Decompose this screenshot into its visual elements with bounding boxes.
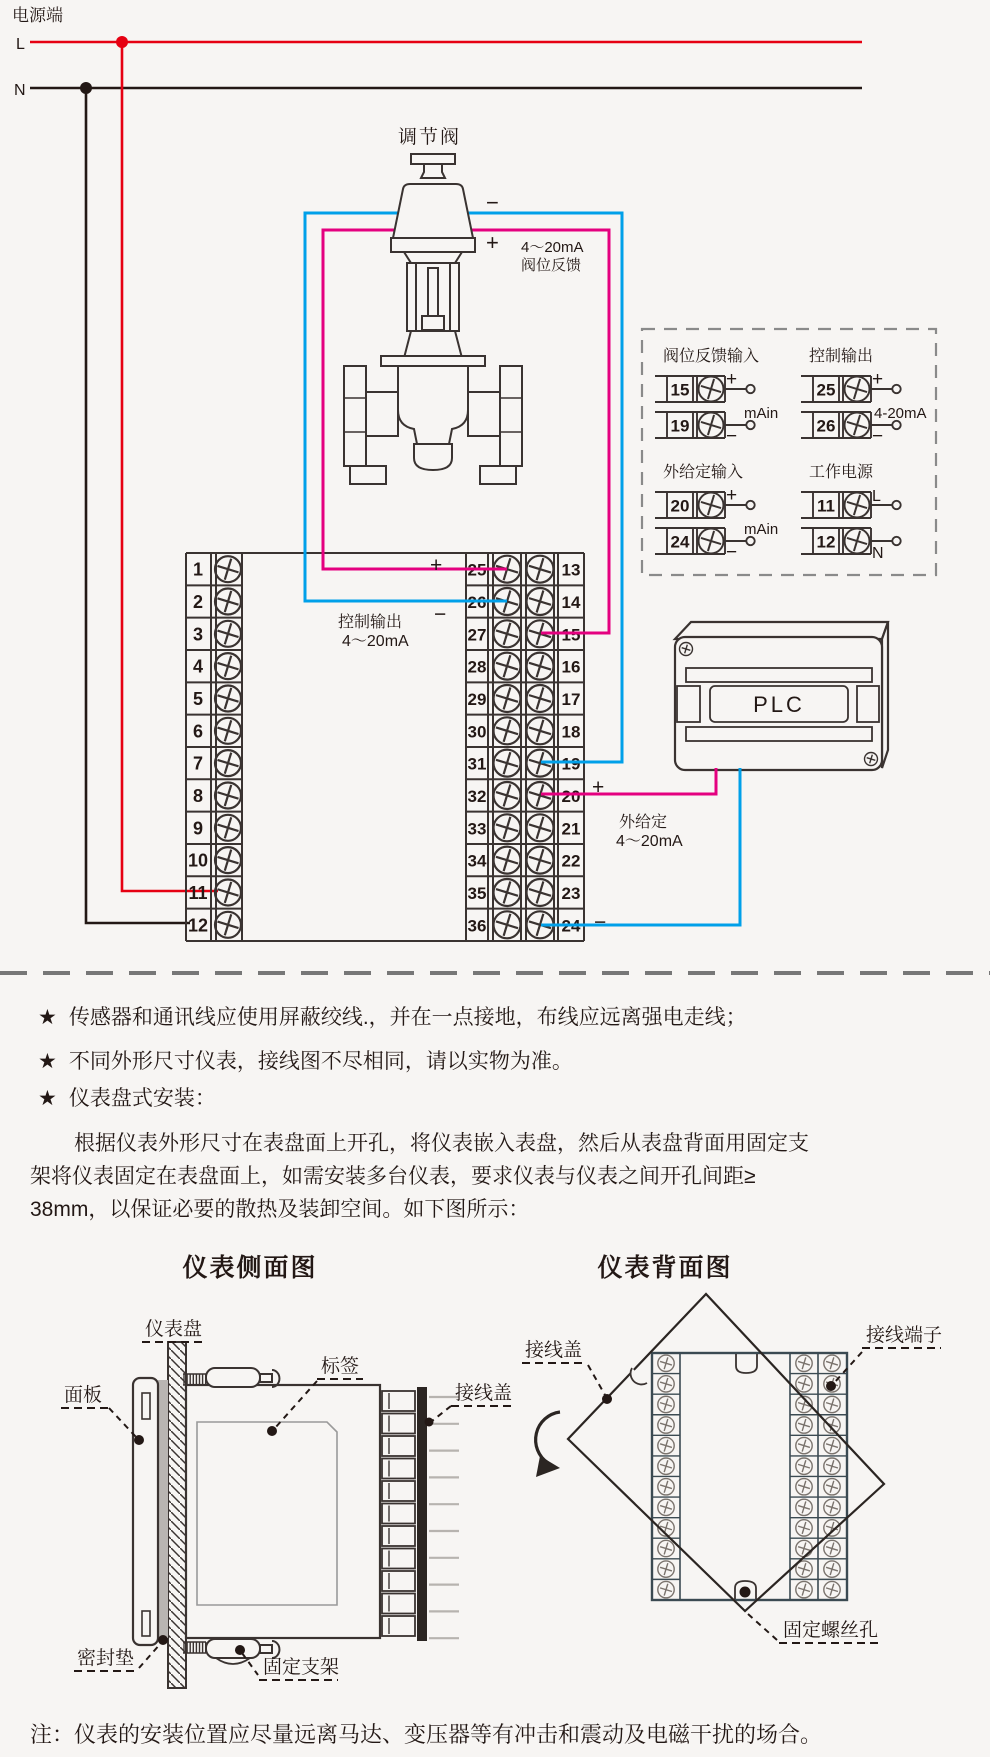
back-cover-label: 接线盖: [525, 1340, 583, 1361]
terminal-number-right: 22: [561, 851, 581, 871]
terminal-number-mid: 32: [467, 786, 487, 806]
valve-body: [398, 366, 468, 444]
feedback-name-label: 阀位反馈: [521, 257, 582, 274]
terminal-number-right: 14: [561, 592, 581, 612]
gasket-strip: [158, 1380, 168, 1638]
info-unit-label: 4-20mA: [874, 405, 927, 422]
wire-end-circle: [746, 385, 754, 393]
terminal-number-right: 24: [561, 916, 581, 936]
note-line-1: [38, 1001, 747, 1031]
power-terminal-label: 电源端: [12, 6, 63, 25]
info-terminal-number: 12: [816, 532, 836, 552]
control-output-range: 4～20mA: [342, 633, 409, 650]
info-terminal-number: 24: [670, 532, 690, 552]
terminal-number-right: 23: [561, 883, 581, 903]
info-group-title: 工作电源: [809, 464, 874, 481]
wire-end-circle: [892, 537, 900, 545]
wire-control-output-minus-feedback: [305, 213, 622, 762]
info-terminal-number: 20: [670, 496, 690, 516]
panel-board-label: 仪表盘: [145, 1319, 203, 1340]
terminal-number-right: 20: [561, 786, 581, 806]
instrument-body: [186, 1385, 380, 1638]
note-line-2: [38, 1045, 573, 1075]
valve-actuator: [393, 184, 473, 238]
ctrl-minus-sign: −: [434, 603, 447, 626]
info-terminal-number: 26: [816, 416, 836, 436]
terminal-number-right: 17: [561, 689, 581, 709]
bracket-label: 固定支架: [263, 1657, 340, 1678]
note-text-3: 仪表盘式安装：: [68, 1087, 216, 1110]
valve-minus-sign: −: [486, 190, 499, 215]
info-terminal-number: 11: [817, 496, 835, 516]
terminal-number-left: 1: [192, 559, 204, 580]
faceplate-bezel: [133, 1378, 158, 1645]
back-view-title: 仪表背面图: [597, 1255, 733, 1282]
terminal-number-left: 9: [192, 818, 204, 839]
terminal-number-left: 12: [187, 915, 209, 936]
bottom-footnote: 注：仪表的安装位置应尽量远离马达、变压器等有冲击和震动及电磁干扰的场合。: [30, 1722, 823, 1747]
control-output-label: 控制输出: [338, 614, 403, 631]
l-label: L: [16, 36, 25, 53]
wire-end-circle: [892, 501, 900, 509]
rotate-arrow-arc: [536, 1412, 560, 1463]
info-group-title: 外给定输入: [663, 464, 744, 481]
cover-side-lines: [429, 1397, 459, 1638]
info-terminal-sign: +: [726, 369, 738, 390]
install-para-line-3: 38mm，以保证必要的散热及装卸空间。如下图所示：: [30, 1198, 530, 1221]
info-terminal-sign: +: [726, 485, 738, 506]
terminal-number-mid: 27: [467, 625, 487, 645]
note-text-2: 不同外形尺寸仪表，接线图不尽相同，请以实物为准。: [68, 1050, 573, 1073]
info-terminal-sign: N: [872, 545, 884, 562]
side-terminal-cells: [382, 1391, 415, 1636]
figure-side-view: [133, 1342, 459, 1688]
sticker-label: 标签: [321, 1356, 360, 1377]
ext-plus-sign: +: [592, 776, 605, 799]
terminal-number-left: 6: [192, 721, 204, 742]
terminal-number-left: 3: [192, 624, 204, 645]
install-para-line-2: 架将仪表固定在表盘面上，如需安装多台仪表，要求仪表与仪表之间开孔间距≥: [30, 1165, 756, 1188]
valve-flange-right: [500, 366, 522, 466]
info-unit-label: mAin: [744, 521, 779, 538]
mounting-panel-hatched: [168, 1342, 186, 1688]
terminal-lugs-label: 接线端子: [866, 1325, 943, 1346]
main-terminal-block: [186, 553, 584, 941]
terminal-number-right: 21: [561, 819, 581, 839]
valve-flange-left: [344, 366, 366, 466]
terminal-number-right: 15: [561, 625, 581, 645]
terminal-number-right: 18: [561, 722, 581, 742]
terminal-number-mid: 35: [467, 883, 487, 903]
info-terminal-sign: −: [872, 426, 884, 447]
terminal-number-left: 7: [192, 753, 204, 774]
terminal-number-left: 11: [188, 882, 208, 903]
info-terminal-sign: +: [872, 369, 884, 390]
info-group-title: 阀位反馈输入: [663, 348, 760, 365]
info-terminal-sign: −: [726, 426, 738, 447]
valve-plus-sign: +: [486, 230, 499, 255]
terminal-detail-box: [642, 329, 936, 575]
terminal-number-mid: 31: [467, 754, 487, 774]
info-unit-label: mAin: [744, 405, 779, 422]
install-para-line-1: 根据仪表外形尺寸在表盘面上开孔，将仪表嵌入表盘，然后从表盘背面用固定支: [74, 1132, 809, 1155]
feedback-range-label: 4～20mA: [521, 239, 584, 256]
wire-end-circle: [892, 421, 900, 429]
terminal-number-right: 19: [561, 754, 581, 774]
ext-setpoint-range: 4～20mA: [616, 833, 683, 850]
terminal-cover-bar: [417, 1387, 427, 1641]
terminal-number-left: 5: [192, 688, 204, 709]
terminal-number-mid: 34: [467, 851, 487, 871]
star-bullet: ★: [38, 1006, 57, 1029]
wire-l-to-terminal-11: [122, 42, 218, 891]
side-cover-label: 接线盖: [455, 1383, 513, 1404]
cover-tab: [631, 1368, 647, 1384]
info-terminal-sign: −: [726, 542, 738, 563]
fixing-screw-hole-dot: [740, 1587, 751, 1598]
wire-end-circle: [746, 537, 754, 545]
n-label: N: [14, 82, 26, 99]
signal-wires: [305, 213, 740, 925]
terminal-number-right: 16: [561, 657, 581, 677]
terminal-number-mid: 29: [467, 689, 487, 709]
screw-hole-label: 固定螺丝孔: [783, 1620, 879, 1641]
note-line-3: [38, 1082, 216, 1112]
wire-n-to-terminal-12: [86, 88, 190, 923]
terminal-number-left: 4: [192, 656, 204, 677]
terminal-number-left: 2: [192, 591, 204, 612]
ext-setpoint-label: 外给定: [619, 814, 668, 831]
wire-end-circle: [892, 385, 900, 393]
ctrl-plus-sign: +: [430, 554, 443, 577]
info-group-title: 控制输出: [809, 348, 874, 365]
wire-end-circle: [746, 421, 754, 429]
terminal-number-mid: 26: [467, 592, 487, 612]
terminal-number-mid: 30: [467, 722, 487, 742]
info-terminal-number: 19: [670, 416, 690, 436]
info-terminal-number: 15: [670, 380, 690, 400]
info-terminal-number: 25: [816, 380, 836, 400]
note-text-1: 传感器和通讯线应使用屏蔽绞线.，并在一点接地，布线应远离强电走线；: [68, 1006, 747, 1029]
ext-minus-sign: −: [594, 911, 607, 934]
star-bullet: ★: [38, 1050, 57, 1073]
terminal-number-mid: 36: [467, 916, 487, 936]
valve-title: 调节阀: [398, 127, 462, 148]
terminal-number-left: 10: [187, 850, 209, 871]
side-view-title: 仪表侧面图: [182, 1255, 318, 1282]
gasket-label: 密封垫: [77, 1648, 135, 1669]
terminal-number-mid: 28: [467, 657, 487, 677]
terminal-number-left: 8: [192, 785, 204, 806]
info-terminal-sign: L: [872, 488, 881, 505]
terminal-number-mid: 33: [467, 819, 487, 839]
wire-end-circle: [746, 501, 754, 509]
rotate-arrow-head: [536, 1456, 560, 1477]
terminal-number-mid: 25: [467, 560, 487, 580]
plc-label: PLC: [753, 692, 805, 717]
faceplate-label: 面板: [64, 1385, 103, 1406]
figure-back-view: [536, 1294, 884, 1611]
star-bullet: ★: [38, 1087, 57, 1110]
terminal-number-right: 13: [561, 560, 581, 580]
